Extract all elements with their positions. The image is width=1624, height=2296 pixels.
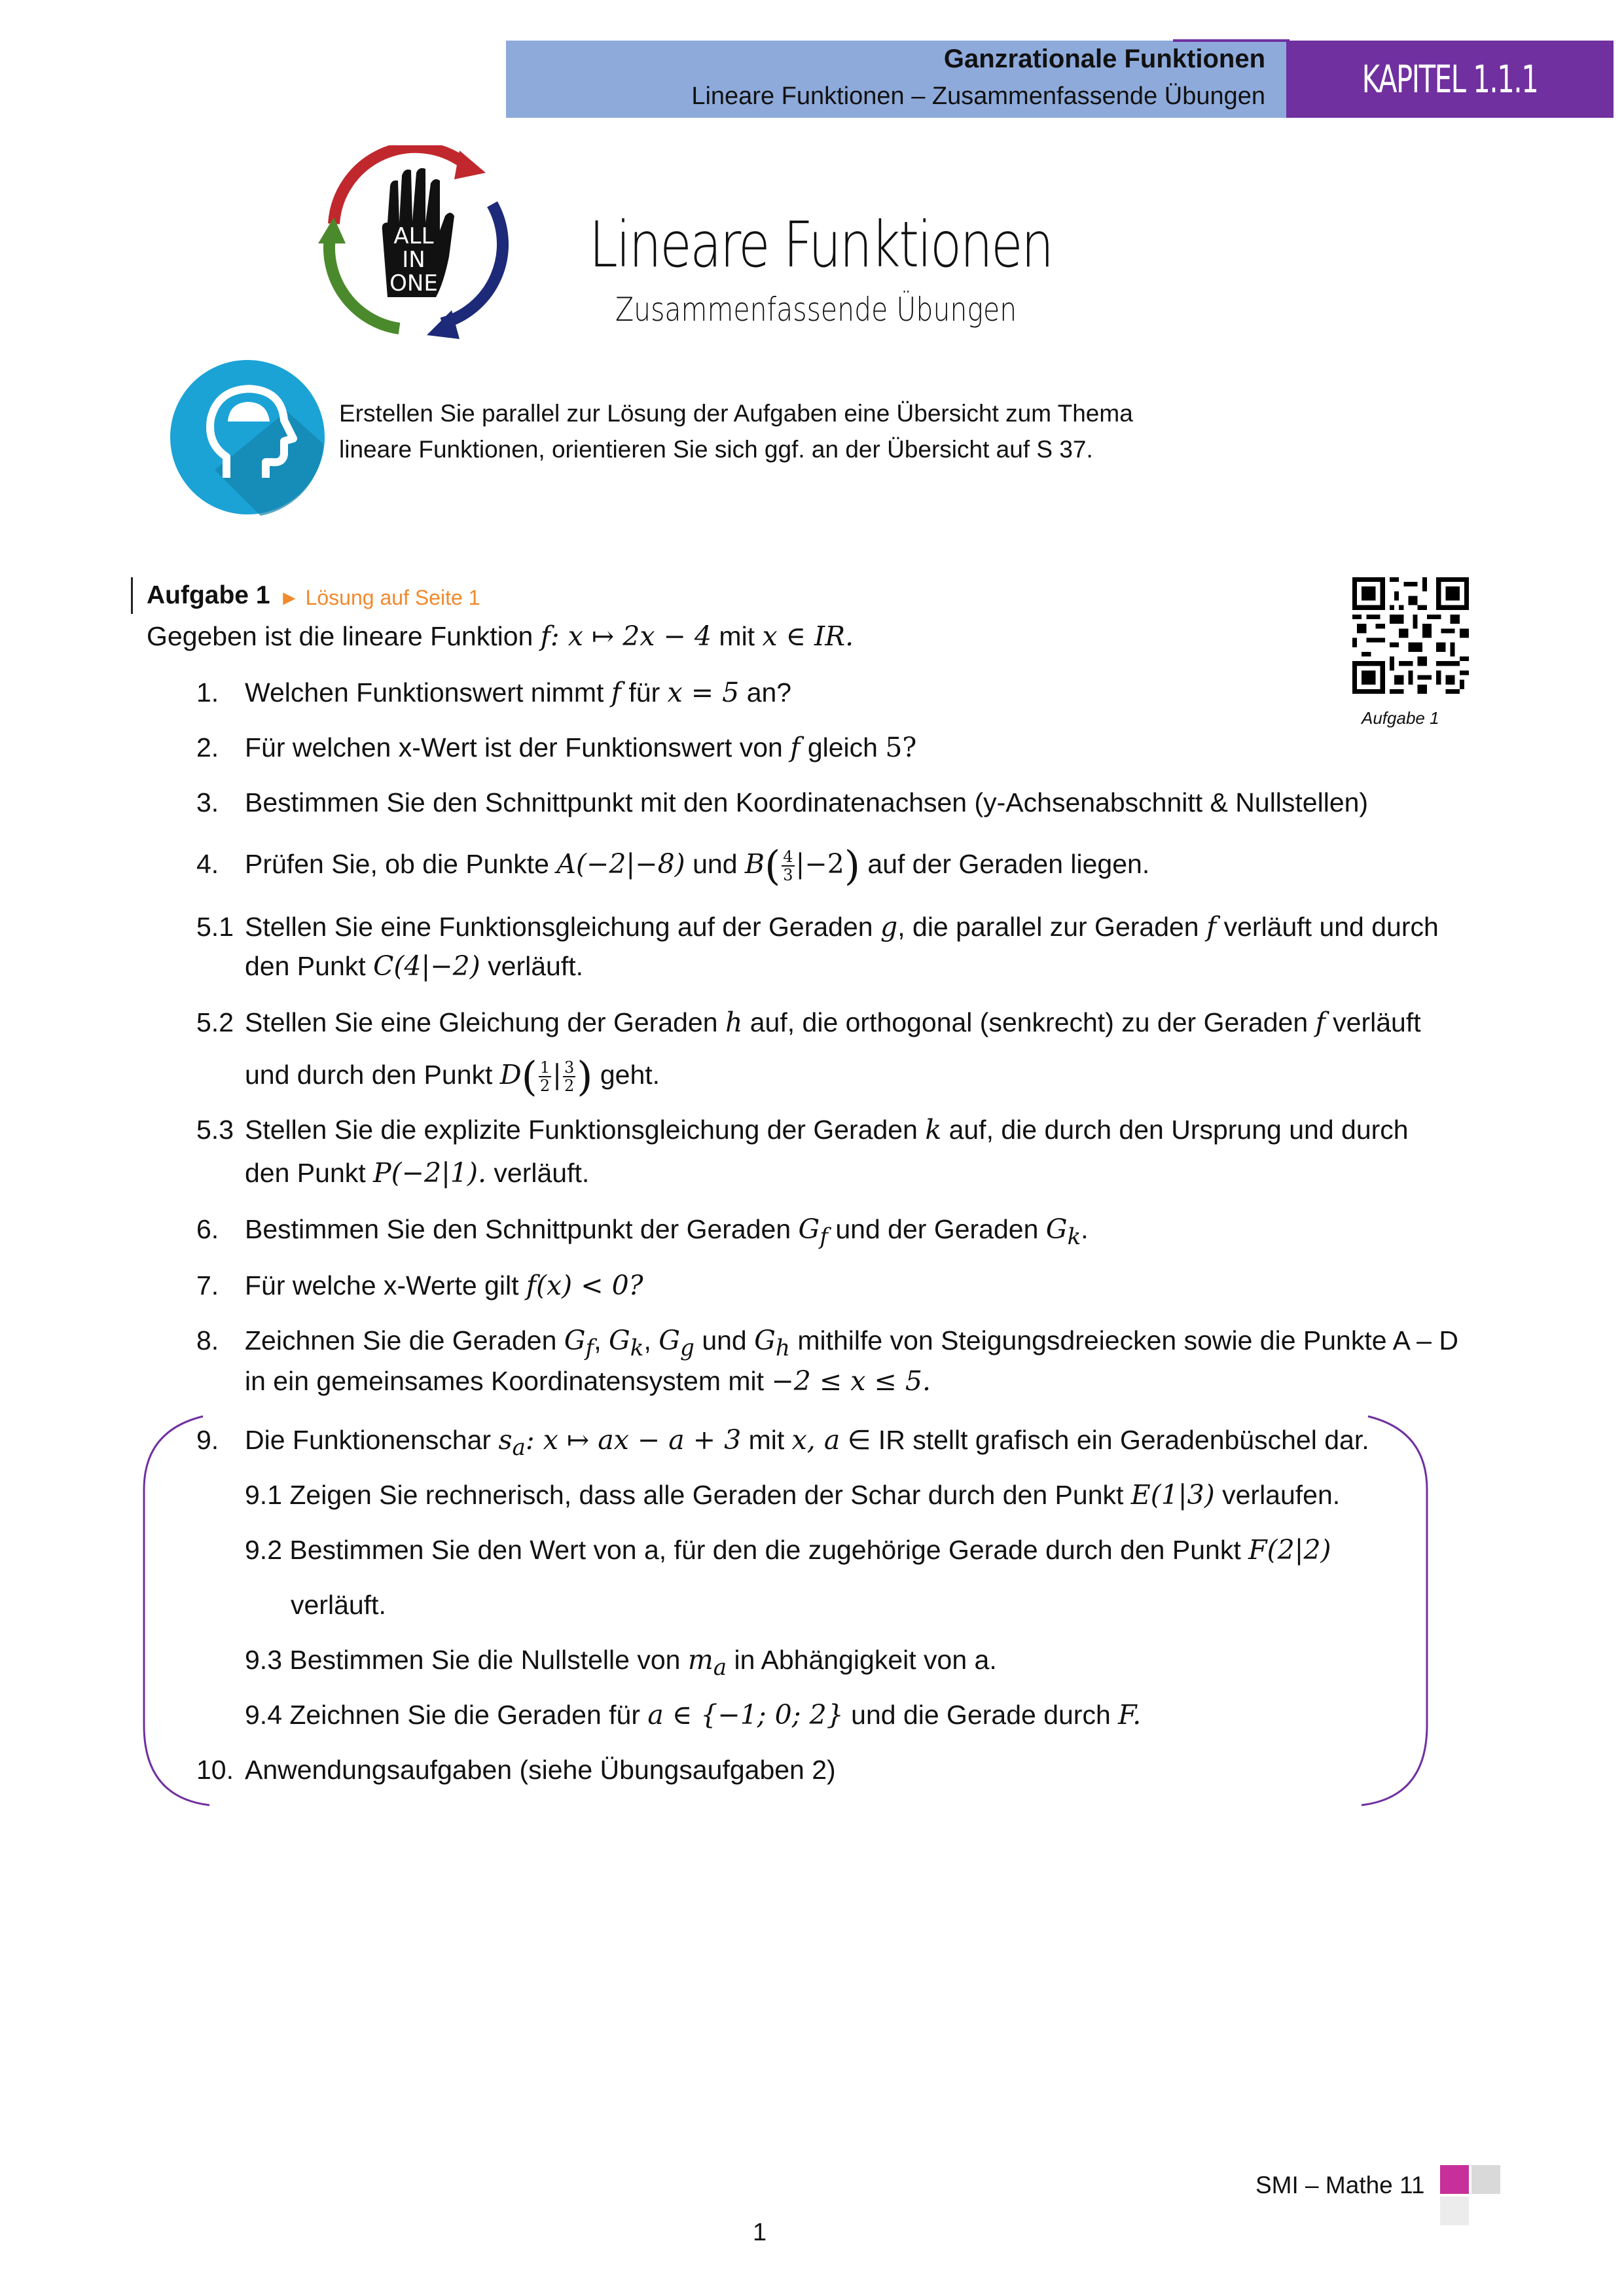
item-text (245, 1110, 1409, 1149)
item-math: f (611, 677, 621, 708)
fraction-numerator: 3 (564, 1058, 575, 1077)
task-marker-bar (131, 577, 133, 614)
item-text-part: 9.2 Bestimmen Sie den Wert von a, für den die zugehörige Gerade durch den Punkt (245, 1535, 1241, 1565)
graph-letter: G (659, 1325, 681, 1356)
item-text-part: in ein gemeinsames Koordinatensystem mit (245, 1366, 765, 1396)
item-text-part: Stellen Sie die explizite Funktionsgleichung der Geraden (245, 1115, 918, 1145)
item-number: 5.3 (196, 1115, 234, 1145)
logo-text-one: ONE (389, 270, 438, 296)
parameter-set: a ∈ {−1; 0; 2} (647, 1699, 844, 1731)
logo-text-all: ALL (393, 223, 434, 249)
item-math: −2 ≤ x ≤ 5. (771, 1365, 931, 1397)
head-brain-icon (169, 359, 326, 516)
item-number: 7. (196, 1270, 219, 1300)
item-text: Zeichnen Sie die Geraden $G_f$, $G_k$, $G_g$ und $G_h$ mithilfe von Steigungsdreiecken sowie die Punkte A – D (245, 1325, 1458, 1362)
item-text-part: gleich (807, 732, 878, 762)
task-item-9-2-line2: verläuft. (291, 1590, 386, 1620)
point-a: A(−2|−8) (556, 848, 685, 880)
item-text-part: Prüfen Sie, ob die Punkte (245, 849, 549, 879)
item-text-part: den Punkt (245, 1158, 366, 1188)
item-text-part: und (693, 849, 738, 879)
variable-letter: m (687, 1644, 713, 1676)
point-d-label: D (499, 1059, 522, 1090)
task-item-5-3-line2 (245, 1153, 589, 1193)
task-label: Aufgabe 1 (147, 581, 270, 609)
graph-letter: G (1045, 1213, 1068, 1245)
item-text-part: verläuft (1333, 1007, 1421, 1037)
item-text-part: Stellen Sie eine Gleichung der Geraden (245, 1007, 718, 1037)
item-math: x = 5 (667, 677, 740, 708)
item-text-part: . (1081, 1214, 1089, 1244)
paren-left: ( (765, 842, 781, 890)
item-text (245, 1420, 1369, 1467)
given-mid: mit (719, 621, 755, 651)
family-letter: s (498, 1424, 513, 1456)
intro-line-2: lineare Funktionen, orientieren Sie sich ggf. an der Übersicht auf S 37. (339, 436, 1093, 463)
item-text-part: und durch den Punkt (245, 1060, 493, 1090)
item-text: Bestimmen Sie den Schnittpunkt mit den Koordinatenachsen (y-Achsenabschnitt & Nullstellen) (245, 787, 1369, 817)
fraction (539, 1059, 551, 1094)
item-text (245, 1210, 1089, 1257)
fraction-numerator: 4 (783, 848, 793, 867)
footer-course: SMI – Mathe 11 (1255, 2172, 1425, 2198)
intro-line-1: Erstellen Sie parallel zur Lösung der Aufgaben eine Übersicht zum Thema (339, 400, 1133, 427)
variable-subscript: a (713, 1655, 727, 1681)
item-text-part: mit (748, 1425, 785, 1455)
item-text-part: auf, die orthogonal (senkrecht) zu der Geraden (749, 1007, 1308, 1037)
given-prefix: Gegeben ist die lineare Funktion (147, 621, 533, 651)
item-text (245, 907, 1439, 946)
item-number: 3. (196, 787, 219, 817)
solution-link[interactable]: ► Lösung auf Seite 1 (279, 586, 480, 609)
item-number: 1. (196, 677, 219, 708)
item-number: 5.1 (196, 912, 234, 942)
item-text-part: 9.1 Zeigen Sie rechnerisch, dass alle Geraden der Schar durch den Punkt (245, 1480, 1124, 1510)
qr-caption: Aufgabe 1 (1362, 708, 1439, 728)
graph-gk (609, 1325, 644, 1362)
item-text-part: Die Funktionenschar (245, 1425, 492, 1455)
item-text-part: geht. (600, 1060, 660, 1090)
item-text (245, 1266, 643, 1305)
family-term: : x ↦ ax − a + 3 (525, 1424, 742, 1456)
graph-subscript: g (680, 1335, 695, 1362)
task-item-9-4 (245, 1695, 1141, 1734)
graph-gf (564, 1325, 594, 1362)
paren-right: ) (577, 1052, 593, 1101)
graph-gh (754, 1325, 790, 1362)
paren-right: ) (844, 842, 861, 890)
item-text-part: , die parallel zur Geraden (897, 912, 1199, 942)
separator: | (552, 1059, 562, 1090)
point-e: E(1|3) (1130, 1479, 1215, 1511)
point-c: C(4|−2) (373, 950, 480, 982)
item-text-part: Bestimmen Sie den Schnittpunkt der Geraden (245, 1214, 791, 1244)
item-math: F. (1118, 1699, 1142, 1731)
page-number: 1 (753, 2219, 767, 2246)
item-math: 5? (885, 732, 917, 763)
item-text-part: ∈ IR stellt grafisch ein Geradenbüschel dar. (847, 1425, 1369, 1455)
item-text (245, 673, 791, 712)
task-item-9-2 (245, 1530, 1331, 1570)
given-domain: x ∈ IR. (762, 620, 854, 652)
page-title: Lineare Funktionen (589, 208, 1053, 281)
graph-subscript: h (775, 1335, 790, 1362)
item-text (245, 1003, 1421, 1042)
item-number: 4. (196, 849, 219, 879)
item-text-part: an? (746, 677, 792, 708)
item-math: x, a (791, 1424, 840, 1456)
logo-text-in: IN (402, 247, 425, 273)
item-text: Anwendungsaufgaben (siehe Übungsaufgaben 2) (245, 1755, 836, 1785)
graph-subscript: f (820, 1224, 828, 1251)
graph-subscript: f (585, 1335, 594, 1362)
item-text-part: 9.4 Zeichnen Sie die Geraden für (245, 1700, 640, 1730)
chapter-label: KAPITEL 1.1.1 (1362, 57, 1538, 101)
footer-squares-icon (1440, 2165, 1503, 2228)
header-accent-line (1173, 39, 1290, 42)
graph-gk (1045, 1213, 1081, 1251)
item-text-part: Zeichnen Sie die Geraden (245, 1325, 557, 1355)
fraction-numerator: 1 (539, 1058, 550, 1077)
fraction (782, 848, 794, 884)
zero-variable (687, 1644, 727, 1681)
intro-text (339, 395, 1216, 467)
header-subtitle: Lineare Funktionen – Zusammenfassende Übungen (691, 82, 1265, 110)
item-text-part: den Punkt (245, 951, 366, 981)
item-text-part: für (628, 677, 660, 708)
item-text-part: verläuft und durch (1223, 912, 1439, 942)
graph-subscript: k (1067, 1224, 1081, 1251)
item-number: 10. (196, 1755, 234, 1785)
item-math: f(x) < 0? (526, 1270, 643, 1301)
point-f: F(2|2) (1248, 1534, 1331, 1566)
point-b-label: B (744, 848, 765, 880)
item-text-part: 9.3 Bestimmen Sie die Nullstelle von (245, 1645, 681, 1675)
page-subtitle: Zusammenfassende Übungen (615, 291, 1017, 329)
item-text-part: Für welchen x-Wert ist der Funktionswert von (245, 732, 783, 762)
item-text-part: verläuft. (494, 1158, 590, 1188)
given-function: f: x ↦ 2x − 4 (540, 620, 712, 652)
graph-gg (659, 1325, 695, 1362)
graph-subscript: k (630, 1335, 644, 1362)
task-item-8-line2 (245, 1361, 931, 1401)
fraction-denominator: 3 (783, 866, 793, 885)
item-number: 8. (196, 1325, 219, 1355)
item-math: g (880, 911, 898, 942)
item-text-part: mithilfe von Steigungsdreiecken sowie die Punkte A – D (797, 1325, 1458, 1355)
item-text-part: auf der Geraden liegen. (867, 849, 1150, 879)
graph-letter: G (798, 1213, 820, 1245)
item-text-part: verlaufen. (1222, 1480, 1341, 1510)
item-text-part: Stellen Sie eine Funktionsgleichung auf der Geraden (245, 912, 873, 942)
paren-left: ( (521, 1052, 537, 1101)
item-number: 9. (196, 1425, 219, 1455)
fraction-denominator: 2 (539, 1077, 550, 1096)
item-text-part: und der Geraden (835, 1214, 1039, 1244)
point-b-rest: |−2 (795, 848, 844, 880)
graph-letter: G (564, 1325, 586, 1356)
item-math: f (1315, 1007, 1326, 1038)
graph-gf (798, 1213, 828, 1251)
item-math: f (1206, 911, 1217, 942)
item-text-part: auf, die durch den Ursprung und durch (948, 1115, 1409, 1145)
item-number: 6. (196, 1214, 219, 1244)
item-number: 5.2 (196, 1007, 234, 1037)
item-text-part: in Abhängigkeit von a. (734, 1645, 997, 1675)
fraction-denominator: 2 (564, 1077, 575, 1096)
header-title: Ganzrationale Funktionen (943, 45, 1265, 73)
qr-code-icon[interactable] (1352, 577, 1469, 694)
item-text-part: und (702, 1325, 747, 1355)
family-subscript: a (512, 1435, 526, 1462)
point-p: P(−2|1). (373, 1157, 486, 1189)
graph-letter: G (754, 1325, 776, 1356)
item-text-part: Welchen Funktionswert nimmt (245, 677, 604, 708)
task-item-9-1 (245, 1475, 1340, 1515)
item-text (245, 842, 1150, 890)
item-text-part: und die Gerade durch (851, 1700, 1111, 1730)
graph-letter: G (609, 1325, 630, 1356)
task-item-5-1-line2 (245, 946, 583, 986)
item-text (245, 728, 916, 767)
item-math: k (925, 1114, 942, 1145)
hand-cycle-logo-icon (314, 145, 517, 348)
item-text-part: verläuft. (488, 951, 583, 981)
item-text-part: Für welche x-Werte gilt (245, 1270, 519, 1300)
fraction (563, 1059, 575, 1094)
function-family (498, 1424, 742, 1462)
task-given (147, 620, 854, 652)
task-item-9-3 (245, 1640, 997, 1687)
item-math: f (790, 732, 801, 763)
item-math: h (725, 1007, 743, 1038)
item-number: 2. (196, 732, 219, 762)
task-item-5-2-line2 (245, 1052, 660, 1101)
